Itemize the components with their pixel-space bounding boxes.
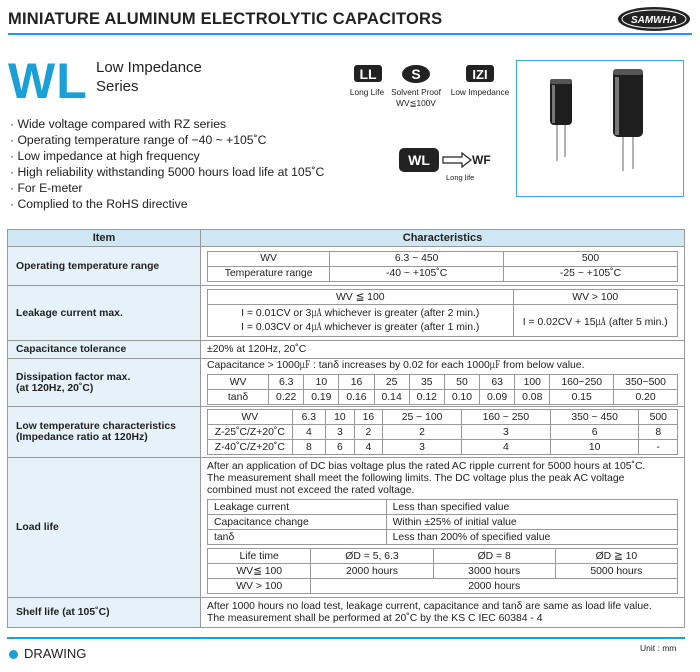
load-text-2: The measurement shall meet the following limits. The DC voltage plus the peak AC voltage [207,473,625,484]
feature-item: · Low impedance at high frequency [10,149,200,163]
cell: 6.3 ~ 450 [330,251,504,266]
row-label-dissipation [8,359,201,407]
product-photo [516,60,684,197]
cell: 2 [383,425,462,440]
drawing-heading: DRAWING [24,646,87,661]
svg-text:SAMWHA: SAMWHA [630,15,678,26]
shelf-text-1: After 1000 hours no load test, leakage current, capacitance and tanδ are same as load life value. [207,600,652,612]
cell: 2000 hours [311,579,678,594]
cell: 16 [339,375,374,390]
cell: 8 [639,425,678,440]
svg-text:LL: LL [359,66,377,82]
cell: WV [208,375,269,390]
cell: 2000 hours [311,564,433,579]
load-text-3: combined must not exceed the rated voltage. [207,485,415,496]
cell: tanδ [208,530,387,545]
cell: 3 [461,425,550,440]
cell: 0.12 [409,390,444,405]
feature-item: · Operating temperature range of −40 ~ +105˚C [10,133,267,147]
cell: WV [208,410,293,425]
cell: 2 [354,425,383,440]
cell: 350~500 [614,375,678,390]
cell: Less than 200% of specified value [386,530,677,545]
cell: 0.19 [304,390,339,405]
feature-item: · High reliability withstanding 5000 hours load life at 105˚C [10,165,325,179]
cell: WV > 100 [513,290,678,305]
row-label-load-life: Load life [8,458,201,598]
label-line: Low temperature characteristics [16,421,176,432]
cell: WV ≦ 100 [208,290,514,305]
cell: 6.3 [269,375,304,390]
cell: 4 [354,440,383,455]
cell: tanδ [208,390,269,405]
cell: 350 ~ 450 [550,410,639,425]
cell: 0.22 [269,390,304,405]
row-label-low-temp [8,407,201,458]
operating-temp-table [207,251,678,282]
cell: 5000 hours [555,564,677,579]
mark-label-long-life: Long Life [349,87,385,97]
mark-label-solvent: Solvent Proof [391,87,441,97]
unit-label: Unit : mm [640,643,677,653]
cell: -40 ~ +105˚C [330,266,504,281]
leakage-table [207,289,678,337]
cell: 4 [461,440,550,455]
cell: 160 ~ 250 [461,410,550,425]
bullet-icon [9,650,18,659]
samwha-logo [617,6,691,32]
low-temp-table [207,409,678,455]
cell: 100 [515,375,550,390]
feature-item: · Wide voltage compared with RZ series [10,117,227,131]
cell: 500 [639,410,678,425]
header-characteristics: Characteristics [201,230,685,247]
cell: Temperature range [208,266,330,281]
capacitance-value: ±20% at 120Hz, 20˚C [201,341,685,359]
cell: - [639,440,678,455]
cell: 10 [304,375,339,390]
load-limits-table [207,499,678,545]
series-code: WL [8,53,88,109]
cell: 16 [354,410,383,425]
cell: 6 [326,440,355,455]
series-name-line2: Series [96,78,139,95]
solvent-proof-mark [398,62,434,84]
cell: 0.08 [515,390,550,405]
shelf-text-2: The measurement shall be performed at 20˚C by the KS C IEC 60384 - 4 [207,612,543,624]
series-name-line1: Low Impedance [96,59,202,76]
bottom-rule [7,637,685,639]
cell: 8 [292,440,326,455]
cell: Leakage current [208,500,387,515]
cell: 6.3 [292,410,326,425]
cell: ØD = 8 [433,549,555,564]
cell: 35 [409,375,444,390]
label-line: Dissipation factor max. [16,371,131,383]
cell: 50 [444,375,479,390]
page-title: MINIATURE ALUMINUM ELECTROLYTIC CAPACITORS [8,10,443,28]
cell: 3 [383,440,462,455]
cell: ØD ≧ 10 [555,549,677,564]
mark-sublabel-solvent: WV≦100V [396,98,436,108]
label-line: (Impedance ratio at 120Hz) [16,432,148,443]
flow-from-badge: WL [399,148,439,172]
load-text-1: After an application of DC bias voltage plus the rated AC ripple current for 5000 hours at 105˚C. [207,461,646,472]
load-lifetime-table [207,548,678,594]
leak-line-2: I = 0.03CV or 4㎂ whichever is greater (after 1 min.) [241,321,480,333]
svg-text:IZI: IZI [472,67,488,82]
leak-line-1: I = 0.01CV or 3㎂ whichever is greater (after 2 min.) [241,307,480,319]
cell: 10 [550,440,639,455]
mark-label-low-impedance: Low Impedance [450,87,510,97]
df-note: Capacitance > 1000㎌ : tanδ increases by 0.02 for each 1000㎌ from below value. [207,360,585,371]
cell: Z-40˚C/Z+20˚C [208,440,293,455]
cell: 25 [374,375,409,390]
cell: 63 [480,375,515,390]
cell: 0.15 [550,390,614,405]
label-line: (at 120Hz, 20˚C) [16,382,94,394]
cell: ØD = 5, 6.3 [311,549,433,564]
svg-text:S: S [411,66,421,82]
header-item: Item [8,230,201,247]
row-label-leakage: Leakage current max. [8,286,201,341]
cell: 6 [550,425,639,440]
cell: WV > 100 [208,579,311,594]
cell: 0.16 [339,390,374,405]
cell: 0.14 [374,390,409,405]
cell: Within ±25% of initial value [386,515,677,530]
cell: Z-25˚C/Z+20˚C [208,425,293,440]
feature-item: · For E-meter [10,181,83,195]
row-label-operating-temp: Operating temperature range [8,247,201,286]
title-rule [8,33,692,35]
cell: 0.20 [614,390,678,405]
cell: WV [208,251,330,266]
cell: 0.09 [480,390,515,405]
flow-caption: Long life [446,173,475,182]
df-table [207,374,678,405]
cell: Capacitance change [208,515,387,530]
specifications-table [7,229,685,628]
feature-item: · Complied to the RoHS directive [10,197,188,211]
row-label-capacitance: Capacitance tolerance [8,341,201,359]
long-life-mark [350,62,386,84]
cell: 25 ~ 100 [383,410,462,425]
cell: 10 [326,410,355,425]
cell: Life time [208,549,311,564]
cell: Less than specified value [386,500,677,515]
cell: 160~250 [550,375,614,390]
flow-to-label: WF [472,153,491,167]
cell: 3000 hours [433,564,555,579]
cell: 500 [504,251,678,266]
cell: -25 ~ +105˚C [504,266,678,281]
row-label-shelf-life: Shelf life (at 105˚C) [8,598,201,628]
arrow-right-icon [442,152,472,173]
cell: WV≦ 100 [208,564,311,579]
leak-wv-over-100: I = 0.02CV + 15㎂ (after 5 min.) [513,305,678,337]
cell: 0.10 [444,390,479,405]
cell: 4 [292,425,326,440]
cell: 3 [326,425,355,440]
low-impedance-mark [462,62,498,84]
